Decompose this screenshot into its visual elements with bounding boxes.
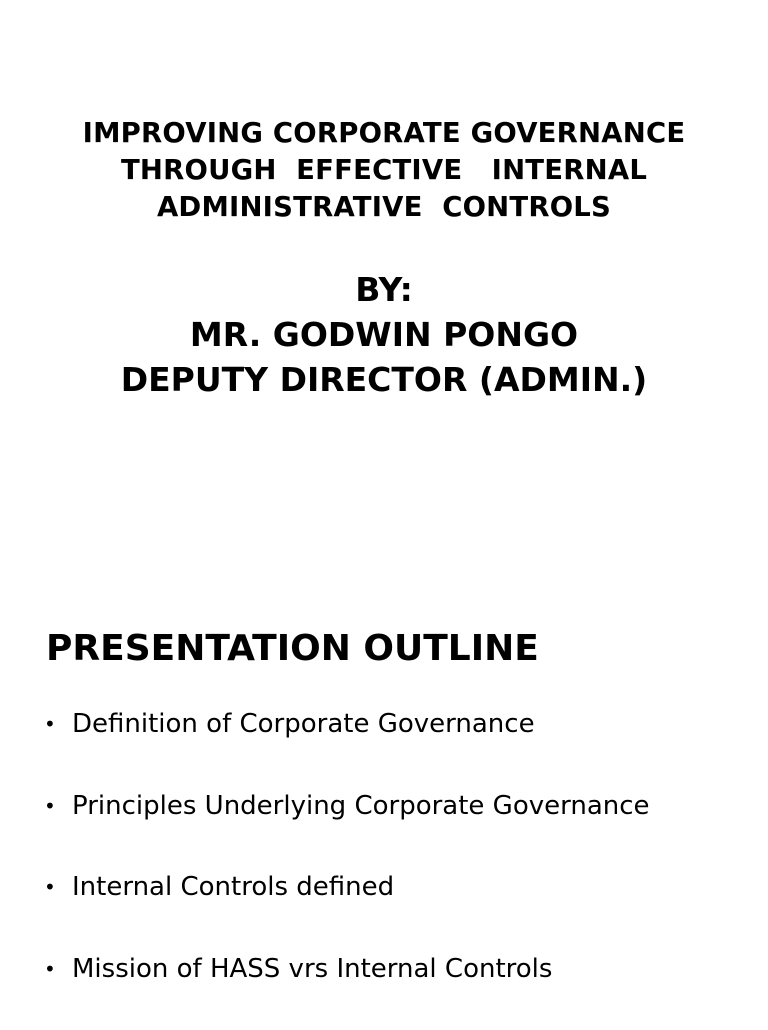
presenter-byline <box>0 267 768 402</box>
bullet-icon: • <box>44 956 56 981</box>
bullet-icon: • <box>44 712 56 736</box>
list-item-text: Internal Controls defined <box>72 872 395 902</box>
bullet-icon: • <box>44 875 56 899</box>
title-line-2: THROUGH EFFECTIVE INTERNAL <box>120 154 648 186</box>
list-item-text: Definition of Corporate Governance <box>72 709 535 739</box>
outline-heading: PRESENTATION OUTLINE <box>46 628 539 669</box>
title-line-1: IMPROVING CORPORATE GOVERNANCE <box>82 117 686 149</box>
byline-label: BY: <box>355 270 413 309</box>
list-item-text: Principles Underlying Corporate Governance <box>72 790 650 821</box>
presenter-position: DEPUTY DIRECTOR (ADMIN.) <box>120 360 648 399</box>
title-line-3: ADMINISTRATIVE CONTROLS <box>156 191 612 223</box>
bullet-icon: • <box>44 793 56 818</box>
presenter-name: MR. GODWIN PONGO <box>189 315 579 354</box>
list-item-text: Mission of HASS vrs Internal Controls <box>72 953 553 984</box>
outline-slide <box>0 590 768 1024</box>
presentation-title <box>0 115 768 226</box>
